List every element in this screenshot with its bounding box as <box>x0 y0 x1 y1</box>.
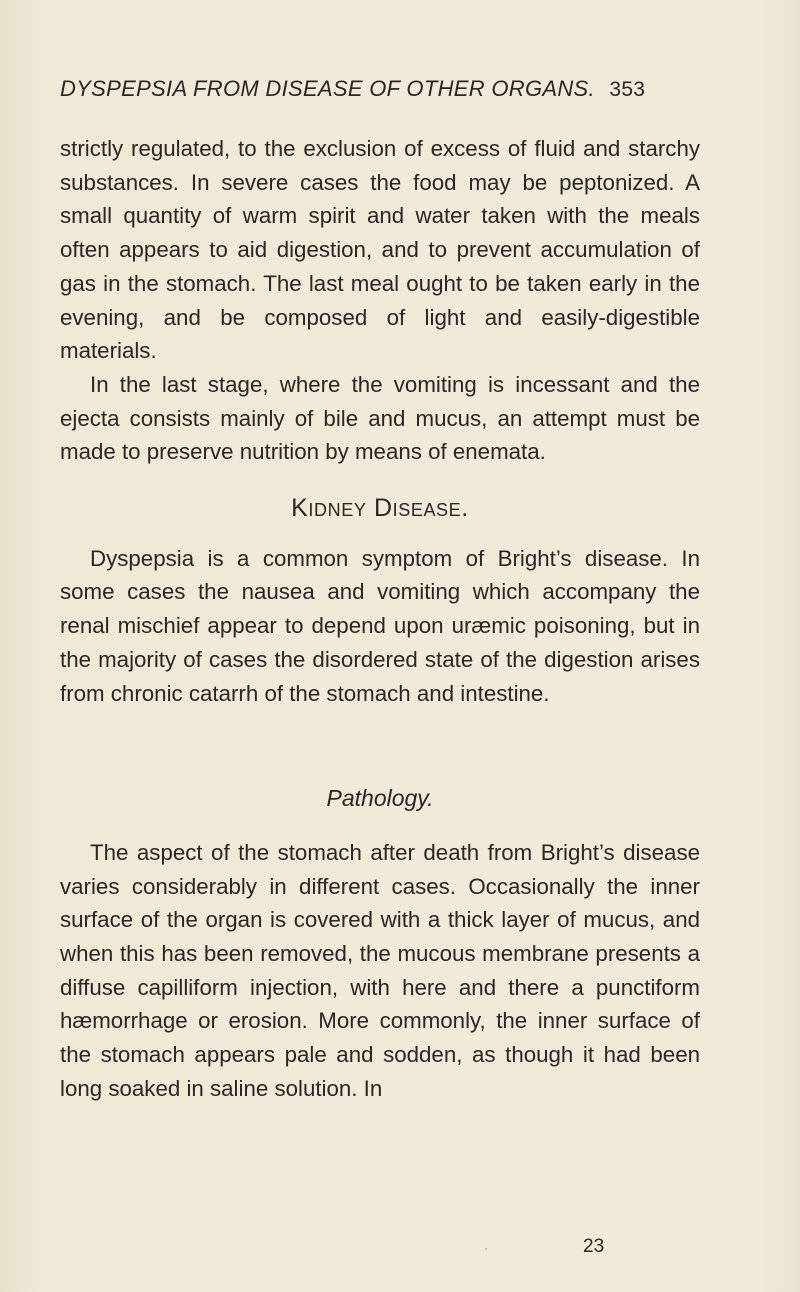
running-head-title: DYSPEPSIA FROM DISEASE OF OTHER ORGANS. <box>60 76 595 101</box>
printer-mark: · <box>484 1241 488 1255</box>
paragraph-pathology: The aspect of the stomach after death from Bright’s disease varies considerably in different cases. Occasionally the inner surface of the organ is covered with a thick layer of mucus, and when this has been removed, the mucous membrane presents a diffuse capilliform injection, with here and there a punctiform hæmorrhage or erosion. More commonly, the inner surface of the stomach appears pale and sodden, as though it had been long soaked in saline solution. In <box>60 839 700 1101</box>
paragraph-last-stage: In the last stage, where the vomiting is incessant and the ejecta consists mainly of bile and mucus, an attempt must be made to preserve nutrition by means of enemata. <box>60 371 700 465</box>
body-text <box>60 132 700 1106</box>
paragraph-kidney-disease: Dyspepsia is a common symptom of Bright’s disease. In some cases the nausea and vomiting which accompany the renal mischief appear to depend upon uræmic poisoning, but in the majority of cases the disordered state of the digestion arises from chronic catarrh of the stomach and intestine. <box>60 545 700 706</box>
section-heading-kidney-disease: Kidney Disease. <box>291 494 469 523</box>
paragraph-diet: strictly regulated, to the exclusion of excess of fluid and starchy substances. In severe cases the food may be peptonized. A small quantity of warm spirit and water taken with the meals often appears to aid digestion, and to prevent accumulation of gas in the stomach. The last meal ought to be taken early in the evening, and be composed of light and easily-digestible materials. <box>60 136 700 364</box>
signature-mark: 23 <box>583 1236 605 1257</box>
subheading-pathology: Pathology. <box>326 785 434 812</box>
page-number: 353 <box>609 78 646 101</box>
running-head <box>60 76 720 102</box>
